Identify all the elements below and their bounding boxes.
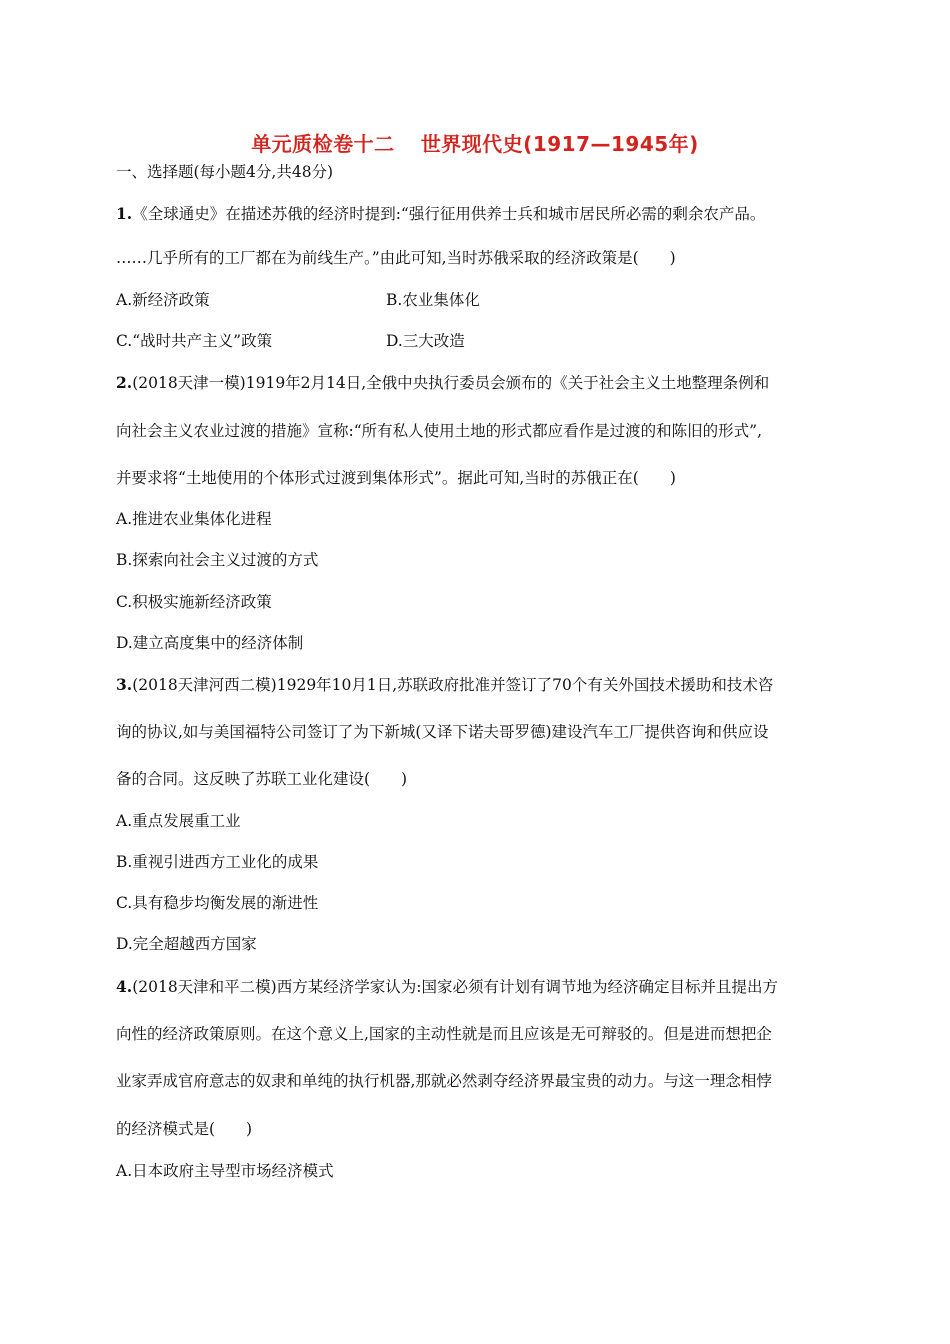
question-1-option-c: C.“战时共产主义”政策 <box>116 332 273 350</box>
question-1-line-2: ……几乎所有的工厂都在为前线生产。”由此可知,当时苏俄采取的经济政策是( ) <box>116 249 676 267</box>
question-4-option-a: A.日本政府主导型市场经济模式 <box>116 1162 334 1180</box>
question-3-option-b: B.重视引进西方工业化的成果 <box>116 853 319 871</box>
question-2-option-c: C.积极实施新经济政策 <box>116 593 272 611</box>
question-1-number: 1. <box>116 204 133 223</box>
question-3-line-2: 询的协议,如与美国福特公司签订了为下新城(又译下诺夫哥罗德)建设汽车工厂提供咨询和供应设 <box>116 723 769 741</box>
question-4-line-2: 向性的经济政策原则。在这个意义上,国家的主动性就是而且应该是无可辩驳的。但是进而想把企 <box>116 1025 772 1043</box>
question-1-option-a: A.新经济政策 <box>116 291 210 309</box>
question-2-number: 2. <box>116 373 133 392</box>
question-4-line-4: 的经济模式是( ) <box>116 1120 253 1138</box>
question-2-line-1: 2.(2018天津一模)1919年2月14日,全俄中央执行委员会颁布的《关于社会主义土地整理条例和 <box>116 373 770 392</box>
question-2-option-d: D.建立高度集中的经济体制 <box>116 634 304 652</box>
question-3-option-d: D.完全超越西方国家 <box>116 935 257 953</box>
question-4-line-3: 业家弄成官府意志的奴隶和单纯的执行机器,那就必然剥夺经济界最宝贵的动力。与这一理念相悖 <box>116 1072 772 1090</box>
question-3-option-a: A.重点发展重工业 <box>116 812 241 830</box>
question-2-option-a: A.推进农业集体化进程 <box>116 510 272 528</box>
question-1-line-1: 1.《全球通史》在描述苏俄的经济时提到:“强行征用供养士兵和城市居民所必需的剩余农产品。 <box>116 204 766 223</box>
question-3-number: 3. <box>116 675 133 694</box>
document-title <box>0 128 950 157</box>
question-3-line-3: 备的合同。这反映了苏联工业化建设( ) <box>116 770 408 788</box>
question-2-line-3: 并要求将“土地使用的个体形式过渡到集体形式”。据此可知,当时的苏俄正在( ) <box>116 469 676 487</box>
question-2-line-2: 向社会主义农业过渡的措施》宣称:“所有私人使用土地的形式都应看作是过渡的和陈旧的形式”, <box>116 422 763 440</box>
question-1-option-b: B.农业集体化 <box>386 291 480 309</box>
question-3-option-c: C.具有稳步均衡发展的渐进性 <box>116 894 319 912</box>
question-4-number: 4. <box>116 977 133 996</box>
question-3-line-1: 3.(2018天津河西二模)1929年10月1日,苏联政府批准并签订了70个有关外国技术援助和技术咨 <box>116 675 774 694</box>
question-2-option-b: B.探索向社会主义过渡的方式 <box>116 551 319 569</box>
title-part-1: 单元质检卷十二 <box>251 132 395 156</box>
title-part-2: 世界现代史(1917—1945年) <box>420 132 699 156</box>
question-1-option-d: D.三大改造 <box>386 332 465 350</box>
section-heading: 一、选择题(每小题4分,共48分) <box>116 163 334 181</box>
question-4-line-1: 4.(2018天津和平二模)西方某经济学家认为:国家必须有计划有调节地为经济确定目标并且提出方 <box>116 977 778 996</box>
